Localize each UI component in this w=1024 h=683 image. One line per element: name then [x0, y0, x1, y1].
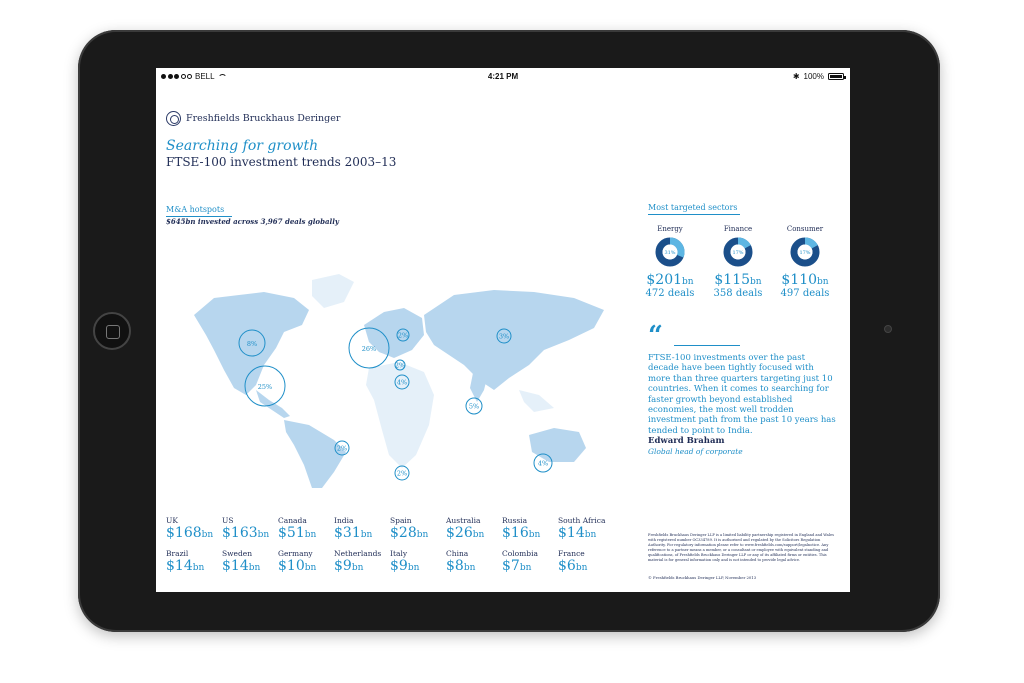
sector-deals: 472 deals — [645, 288, 695, 299]
country-value: $6bn — [558, 558, 588, 574]
country-sweden — [222, 549, 282, 576]
marker-label: 2% — [396, 469, 408, 478]
page-title: Searching for growth — [166, 138, 319, 154]
country-name: Colombia — [502, 549, 538, 558]
home-button[interactable] — [93, 312, 131, 350]
country-name: India — [334, 516, 354, 525]
country-name: Netherlands — [334, 549, 382, 558]
country-value: $163bn — [222, 525, 270, 541]
country-name: Sweden — [222, 549, 253, 558]
country-france — [558, 549, 618, 576]
sector-deals: 497 deals — [780, 288, 830, 299]
page-subtitle: FTSE-100 investment trends 2003–13 — [166, 155, 397, 169]
sector-percent: 17% — [799, 250, 811, 256]
country-value: $14bn — [166, 558, 205, 574]
country-russia — [502, 516, 562, 543]
status-right — [793, 72, 844, 81]
country-south-africa — [558, 516, 618, 543]
country-name: Germany — [278, 549, 313, 558]
sector-value: $201bn — [646, 272, 694, 288]
copyright: © Freshfields Bruckhaus Deringer LLP, November 2013 — [648, 575, 757, 580]
quote-divider — [674, 345, 740, 346]
country-value: $16bn — [502, 525, 541, 541]
country-value: $31bn — [334, 525, 373, 541]
country-value: $14bn — [558, 525, 597, 541]
world-map — [184, 240, 619, 490]
quote-text: FTSE-100 investments over the past decade have been tightly focused with more than three quarters targeting just 10 countries. When it comes to searching for faster growth beyond established economies, the most well trodden investment path from the past 10 years has tended to point to India. — [648, 353, 836, 436]
sector-name: Finance — [723, 225, 753, 233]
sector-percent: 17% — [732, 250, 744, 256]
bluetooth-icon: ✱ — [792, 72, 800, 81]
carrier-label: BELL — [195, 72, 215, 81]
marker-label: 4% — [537, 459, 549, 468]
country-name: Australia — [446, 516, 481, 525]
battery-label: 100% — [803, 72, 824, 81]
country-name: Italy — [390, 549, 408, 558]
sectors-label: Most targeted sectors — [648, 203, 740, 215]
country-value: $8bn — [446, 558, 476, 574]
battery-icon — [828, 73, 844, 80]
country-name: US — [222, 516, 234, 525]
quote-role: Global head of corporate — [648, 447, 743, 456]
country-value: $168bn — [166, 525, 214, 541]
country-spain — [390, 516, 450, 543]
marker-label: 4% — [396, 378, 408, 387]
country-germany — [278, 549, 338, 576]
country-colombia — [502, 549, 562, 576]
sector-donut — [790, 237, 820, 267]
sector-value: $110bn — [781, 272, 829, 288]
country-italy — [390, 549, 450, 576]
country-value: $51bn — [278, 525, 317, 541]
camera-icon — [884, 325, 892, 333]
country-china — [446, 549, 506, 576]
country-uk — [166, 516, 226, 543]
quote-author: Edward Braham — [648, 436, 725, 446]
marker-label: 2% — [397, 331, 409, 340]
country-name: China — [446, 549, 469, 558]
country-value: $26bn — [446, 525, 485, 541]
sector-name: Energy — [657, 225, 683, 233]
marker-label: 5% — [468, 402, 480, 411]
sector-percent: 31% — [664, 250, 676, 256]
country-india — [334, 516, 394, 543]
marker-label: 25% — [257, 383, 273, 391]
sector-name: Consumer — [786, 225, 824, 233]
brand-seal-icon — [166, 111, 181, 126]
country-name: France — [558, 549, 585, 558]
country-name: Brazil — [166, 549, 189, 558]
country-name: Canada — [278, 516, 307, 525]
country-name: UK — [166, 516, 178, 525]
sector-energy — [640, 225, 700, 299]
legal-notice: Freshfields Bruckhaus Deringer LLP is a limited liability partnership registered in England and Wales with registered number OC334789. It is authorised and regulated by the Solicitors Regulation Authority. For regulatory information please refer to www.freshfields.com/support/legalnotice. Any reference to a partner means a member, or a consultant or employee with equivalent standing and qualifications, of Freshfields Bruckhaus Deringer LLP or any of its affiliated firms or entities. This material is for general information only and is not intended to provide legal advice. — [648, 533, 834, 562]
quote-mark-icon: “ — [648, 321, 663, 351]
hotspots-description: $645bn invested across 3,967 deals globally — [166, 217, 339, 226]
sector-deals: 358 deals — [713, 288, 763, 299]
country-brazil — [166, 549, 226, 576]
country-value: $14bn — [222, 558, 261, 574]
brand — [166, 111, 340, 126]
marker-label: 3% — [498, 332, 510, 341]
country-value: $9bn — [390, 558, 420, 574]
country-value: $28bn — [390, 525, 429, 541]
country-netherlands — [334, 549, 394, 576]
country-value: $10bn — [278, 558, 317, 574]
country-canada — [278, 516, 338, 543]
status-bar — [156, 68, 850, 84]
screen — [156, 68, 850, 592]
country-australia — [446, 516, 506, 543]
sector-value: $115bn — [714, 272, 762, 288]
status-time: 4:21 PM — [487, 72, 519, 81]
country-name: Russia — [502, 516, 528, 525]
sector-donut — [723, 237, 753, 267]
hotspots-label: M&A hotspots — [166, 205, 232, 217]
brand-name: Freshfields Bruckhaus Deringer — [186, 113, 341, 124]
marker-label: 8% — [246, 340, 258, 348]
sector-consumer — [775, 225, 835, 299]
sector-donut — [655, 237, 685, 267]
marker-label: 2% — [394, 361, 406, 370]
sector-finance — [708, 225, 768, 299]
country-value: $7bn — [502, 558, 532, 574]
marker-label: 2% — [336, 444, 348, 453]
country-name: South Africa — [558, 516, 606, 525]
country-value: $9bn — [334, 558, 364, 574]
marker-label: 26% — [361, 345, 377, 353]
country-name: Spain — [390, 516, 412, 525]
country-us — [222, 516, 282, 543]
